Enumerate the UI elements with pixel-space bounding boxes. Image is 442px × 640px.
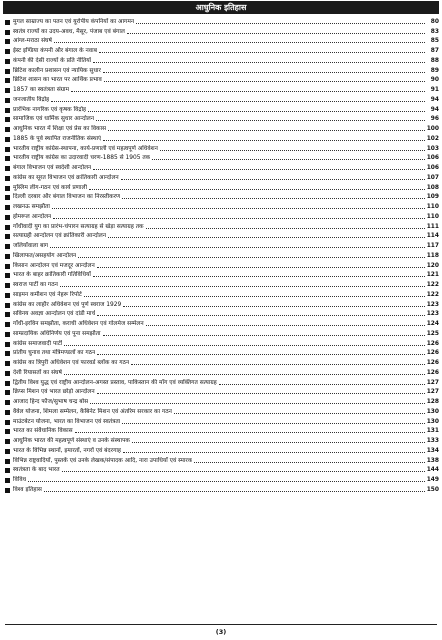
square-bullet-icon bbox=[5, 39, 10, 44]
toc-entry[interactable] bbox=[5, 221, 439, 231]
toc-entry-page: 122 bbox=[426, 291, 439, 298]
toc-entry-page: 123 bbox=[426, 301, 439, 308]
square-bullet-icon bbox=[5, 147, 10, 152]
toc-entry[interactable] bbox=[5, 484, 439, 494]
toc-entry[interactable] bbox=[5, 435, 439, 445]
toc-entry-page: 138 bbox=[426, 457, 439, 464]
toc-entry-title: गाँधी-इरविन समझौता, कराची अधिवेशन एवं गोलमेज सम्मेलन bbox=[13, 321, 144, 327]
toc-entry-page: 120 bbox=[426, 262, 439, 269]
toc-entry-page: 83 bbox=[430, 28, 439, 35]
toc-entry-page: 111 bbox=[426, 223, 439, 230]
toc-entry-page: 126 bbox=[426, 340, 439, 347]
toc-entry-page: 108 bbox=[426, 184, 439, 191]
square-bullet-icon bbox=[5, 88, 10, 93]
toc-entry-page: 96 bbox=[430, 116, 439, 123]
toc-entry[interactable] bbox=[5, 289, 439, 299]
toc-entry-title: भारत के बाहर क्रांतिकारी गतिविधियाँ bbox=[13, 272, 91, 279]
toc-entry-title: 1885 के पूर्व स्थापित राजनीतिक संस्थाएं bbox=[13, 135, 102, 142]
toc-entry-page: 127 bbox=[426, 379, 439, 386]
square-bullet-icon bbox=[5, 156, 10, 161]
toc-entry-title: भारतीय राष्ट्रीय कांग्रेस का उदारवादी चरण-1885 से 1905 तक bbox=[13, 155, 151, 162]
toc-entry[interactable] bbox=[5, 123, 439, 133]
toc-entry-title: सविनय अवज्ञा आन्दोलन एवं दांडी मार्च bbox=[13, 311, 96, 318]
square-bullet-icon bbox=[5, 468, 10, 473]
dot-leader bbox=[103, 335, 425, 336]
dot-leader bbox=[97, 354, 424, 355]
toc-entry-title: क्रिप्स मिशन एवं भारत छोड़ो आन्दोलन bbox=[13, 389, 95, 396]
toc-entry[interactable] bbox=[5, 192, 439, 202]
toc-entry-page: 150 bbox=[426, 486, 439, 493]
dot-leader bbox=[51, 101, 425, 102]
toc-entry[interactable] bbox=[5, 455, 439, 465]
square-bullet-icon bbox=[5, 303, 10, 308]
toc-entry-title: ईस्ट इण्डिया कंपनी और बंगाल के नवाब bbox=[13, 48, 97, 54]
toc-entry-page: 94 bbox=[430, 96, 439, 103]
toc-entry[interactable] bbox=[5, 328, 439, 338]
footer-divider bbox=[5, 624, 437, 625]
square-bullet-icon bbox=[5, 439, 10, 444]
square-bullet-icon bbox=[5, 166, 10, 171]
toc-entry-title: बंगाल विभाजन एवं स्वदेशी आन्दोलन bbox=[13, 165, 92, 171]
square-bullet-icon bbox=[5, 371, 10, 376]
dot-leader bbox=[194, 462, 424, 463]
toc-entry-title: दिल्ली दरबार और बंगाल विभाजन का निरस्तीकरण bbox=[13, 194, 121, 201]
toc-entry[interactable] bbox=[5, 104, 439, 114]
toc-entry-title: साम्प्रदायिक अधिनिर्णय एवं पूना समझौता bbox=[13, 330, 101, 337]
dot-leader bbox=[97, 393, 425, 394]
square-bullet-icon bbox=[5, 420, 10, 425]
square-bullet-icon bbox=[5, 400, 10, 405]
toc-entry[interactable] bbox=[5, 240, 439, 250]
toc-entry[interactable] bbox=[5, 309, 439, 319]
dot-leader bbox=[160, 150, 425, 151]
dot-leader bbox=[121, 179, 425, 180]
toc-entry-title: आधुनिक भारत में शिक्षा एवं प्रेस का विकास bbox=[13, 126, 107, 132]
square-bullet-icon bbox=[5, 361, 10, 366]
toc-entry-title: जनजातीय विद्रोह bbox=[13, 96, 50, 103]
square-bullet-icon bbox=[5, 69, 10, 74]
toc-entry-title: होमरूल आन्दोलन bbox=[13, 213, 52, 220]
toc-entry[interactable] bbox=[5, 143, 439, 153]
dot-leader bbox=[146, 325, 425, 326]
square-bullet-icon bbox=[5, 312, 10, 317]
toc-entry-title: कांग्रेस का सूरत विभाजन एवं क्रांतिकारी आन्दोलन bbox=[13, 174, 119, 181]
toc-entry[interactable] bbox=[5, 465, 439, 475]
toc-entry-title: कांग्रेस का लाहौर अधिवेशन एवं पूर्ण स्वराज 1929 bbox=[13, 301, 122, 308]
toc-entry[interactable] bbox=[5, 84, 439, 94]
toc-entry-title: मुस्लिम लीग-गठन एवं कार्य प्रणाली bbox=[13, 184, 87, 191]
square-bullet-icon bbox=[5, 273, 10, 278]
dot-leader bbox=[50, 247, 424, 248]
toc-entry-page: 106 bbox=[426, 155, 439, 162]
toc-entry-title: द्वितीय विश्व युद्ध एवं राष्ट्रीय आन्दोलन-अगस्त प्रस्ताव, पाकिस्तान की माँग एवं व्यक्तिगत सत्याग्रह bbox=[13, 379, 217, 386]
toc-entry[interactable] bbox=[5, 406, 439, 416]
toc-entry-page: 144 bbox=[426, 467, 439, 474]
toc-entry-page: 122 bbox=[426, 282, 439, 288]
square-bullet-icon bbox=[5, 117, 10, 122]
dot-leader bbox=[78, 257, 424, 258]
square-bullet-icon bbox=[5, 449, 10, 454]
toc-entry-title: आधुनिक भारत की महत्वपूर्ण संस्थाएं व उनके संस्थापक bbox=[13, 438, 130, 444]
square-bullet-icon bbox=[5, 215, 10, 220]
dot-leader bbox=[53, 218, 424, 219]
square-bullet-icon bbox=[5, 20, 10, 25]
square-bullet-icon bbox=[5, 78, 10, 83]
square-bullet-icon bbox=[5, 49, 10, 54]
toc-entry-page: 88 bbox=[430, 57, 439, 64]
toc-entry-title: स्वतंत्र राज्यों का उदय-अवध, मैसूर, पंजाब एवं बंगाल bbox=[13, 28, 125, 35]
square-bullet-icon bbox=[5, 283, 10, 288]
dot-leader bbox=[146, 228, 425, 229]
dot-leader bbox=[152, 159, 425, 160]
toc-entry[interactable] bbox=[5, 65, 439, 75]
dot-leader bbox=[108, 237, 425, 238]
dot-leader bbox=[64, 374, 425, 375]
toc-entry-page: 91 bbox=[430, 87, 439, 93]
square-bullet-icon bbox=[5, 254, 10, 259]
dot-leader bbox=[132, 442, 425, 443]
toc-entry-page: 125 bbox=[426, 330, 439, 337]
square-bullet-icon bbox=[5, 59, 10, 64]
toc-entry-page: 100 bbox=[426, 126, 439, 132]
toc-entry-title: आजाद हिन्द फौज/सुभाष चन्द्र बोस bbox=[13, 399, 89, 405]
toc-entry-page: 110 bbox=[426, 204, 439, 210]
toc-entry[interactable] bbox=[5, 75, 439, 85]
toc-entry[interactable] bbox=[5, 474, 439, 484]
toc-entry-page: 85 bbox=[430, 38, 439, 45]
toc-entry-page: 124 bbox=[426, 321, 439, 327]
dot-leader bbox=[127, 33, 425, 34]
toc-entry[interactable] bbox=[5, 201, 439, 211]
toc-entry-title: जलियाँवाला बाग bbox=[13, 243, 49, 249]
toc-entry[interactable] bbox=[5, 250, 439, 260]
toc-entry-page: 134 bbox=[426, 447, 439, 454]
toc-entry-title: भारत का संवैधानिक विकास bbox=[13, 428, 73, 435]
dot-leader bbox=[131, 364, 424, 365]
dot-leader bbox=[88, 111, 425, 112]
toc-entry-title: देशी रियासतों का संघर्ष bbox=[13, 369, 62, 376]
toc-entry-title: विश्व इतिहास bbox=[13, 486, 42, 493]
dot-leader bbox=[62, 471, 425, 472]
square-bullet-icon bbox=[5, 478, 10, 483]
dot-leader bbox=[97, 267, 425, 268]
dot-leader bbox=[99, 52, 425, 53]
toc-entry-title: सामाजिक एवं धार्मिक सुधार आन्दोलन bbox=[13, 116, 95, 123]
toc-entry-title: भारतीय राष्ट्रीय कांग्रेस-स्थापना, कार्य-प्रणाली एवं महत्वपूर्ण अधिवेशन bbox=[13, 145, 158, 152]
dot-leader bbox=[97, 315, 424, 316]
toc-entry-title: लखनऊ समझौता bbox=[13, 204, 50, 210]
dot-leader bbox=[103, 72, 425, 73]
square-bullet-icon bbox=[5, 225, 10, 230]
toc-entry-page: 106 bbox=[426, 165, 439, 171]
square-bullet-icon bbox=[5, 127, 10, 132]
toc-entry[interactable] bbox=[5, 426, 439, 436]
dot-leader bbox=[174, 413, 425, 414]
toc-entry-page: 114 bbox=[426, 233, 439, 240]
square-bullet-icon bbox=[5, 342, 10, 347]
toc-entry-page: 126 bbox=[426, 360, 439, 366]
square-bullet-icon bbox=[5, 98, 10, 103]
toc-entry[interactable] bbox=[5, 172, 439, 182]
dot-leader bbox=[104, 81, 425, 82]
section-title: आधुनिक इतिहास bbox=[3, 1, 439, 14]
toc-entry-title: कंपनी की देसी राज्यों के प्रति नीतियाँ bbox=[13, 57, 92, 64]
toc-entry[interactable] bbox=[5, 211, 439, 221]
dot-leader bbox=[96, 120, 425, 121]
toc-entry-page: 130 bbox=[426, 408, 439, 415]
toc-entry-page: 128 bbox=[426, 399, 439, 405]
toc-entry[interactable] bbox=[5, 279, 439, 289]
square-bullet-icon bbox=[5, 264, 10, 269]
square-bullet-icon bbox=[5, 293, 10, 298]
square-bullet-icon bbox=[5, 488, 10, 493]
page-number: (3) bbox=[215, 628, 227, 636]
dot-leader bbox=[60, 286, 425, 287]
dot-leader bbox=[28, 481, 424, 482]
square-bullet-icon bbox=[5, 322, 10, 327]
toc-entry[interactable] bbox=[5, 133, 439, 143]
toc-entry[interactable] bbox=[5, 270, 439, 280]
toc-entry[interactable] bbox=[5, 299, 439, 309]
toc-entry-title: सत्याग्रही आन्दोलन एवं क्रांतिकारी आन्दोलन bbox=[13, 233, 107, 240]
toc-entry[interactable] bbox=[5, 338, 439, 348]
toc-entry[interactable] bbox=[5, 36, 439, 46]
toc-entry-title: गाँधीवादी युग का प्रारंभ-चंपारन सत्याग्रह से खेड़ा सत्याग्रह तक bbox=[13, 223, 144, 230]
dot-leader bbox=[52, 208, 425, 209]
toc-entry[interactable] bbox=[5, 445, 439, 455]
toc-entry-page: 103 bbox=[426, 145, 439, 152]
table-of-contents bbox=[5, 16, 439, 494]
toc-entry-title: माउंटबेटन योजना, भारत का विभाजन एवं स्वतंत्रता bbox=[13, 418, 121, 425]
toc-entry-page: 117 bbox=[426, 243, 439, 249]
toc-entry-page: 126 bbox=[426, 350, 439, 357]
dot-leader bbox=[122, 423, 424, 424]
square-bullet-icon bbox=[5, 429, 10, 434]
toc-entry-title: ब्रिटिश शासन का भारत पर आर्थिक प्रभाव bbox=[13, 77, 102, 84]
toc-entry[interactable] bbox=[5, 416, 439, 426]
toc-entry-title: प्रांतीय चुनाव तथा मंत्रिमण्डलों का गठन bbox=[13, 350, 96, 357]
toc-entry-title: मुगल साम्राज्य का पतन एवं यूरोपीय कंपनियों का आगमन bbox=[13, 18, 135, 25]
toc-entry-page: 131 bbox=[426, 428, 439, 435]
toc-entry[interactable] bbox=[5, 94, 439, 104]
toc-entry-page: 94 bbox=[430, 106, 439, 113]
square-bullet-icon bbox=[5, 108, 10, 113]
toc-entry-page: 110 bbox=[426, 213, 439, 220]
toc-entry-page: 127 bbox=[426, 389, 439, 396]
toc-entry-page: 118 bbox=[426, 252, 439, 259]
square-bullet-icon bbox=[5, 410, 10, 415]
square-bullet-icon bbox=[5, 30, 10, 35]
toc-entry-page: 109 bbox=[426, 194, 439, 201]
square-bullet-icon bbox=[5, 205, 10, 210]
toc-entry-title: वैवेल योजना, शिमला सम्मेलन, कैबिनेट मिशन एवं अंतरिम सरकार का गठन bbox=[13, 408, 172, 415]
toc-entry-title: विभिन्न राष्ट्रवादियों, पुस्तकें एवं उनके लेखक/संपादक आदि, नारा उपाधियाँ एवं स्मारक bbox=[13, 457, 193, 464]
toc-entry-page: 89 bbox=[430, 67, 439, 74]
square-bullet-icon bbox=[5, 351, 10, 356]
toc-entry[interactable] bbox=[5, 318, 439, 328]
toc-entry-title: विविध bbox=[13, 477, 27, 483]
dot-leader bbox=[54, 42, 425, 43]
toc-entry-title: स्वतंत्रता के बाद भारत bbox=[13, 467, 60, 474]
dot-leader bbox=[93, 276, 425, 277]
toc-entry[interactable] bbox=[5, 260, 439, 270]
dot-leader bbox=[89, 189, 425, 190]
dot-leader bbox=[219, 384, 425, 385]
toc-entry[interactable] bbox=[5, 45, 439, 55]
square-bullet-icon bbox=[5, 186, 10, 191]
toc-entry-page: 121 bbox=[426, 272, 439, 279]
toc-entry-title: ब्रिटिश कालीन प्रशासन एवं न्यायिक सुधार bbox=[13, 67, 101, 74]
toc-entry-title: स्वराज पार्टी का गठन bbox=[13, 282, 58, 288]
dot-leader bbox=[75, 432, 425, 433]
toc-entry-page: 130 bbox=[426, 418, 439, 425]
toc-entry[interactable] bbox=[5, 153, 439, 163]
toc-entry-title: कांग्रेस का त्रिपुरी अधिवेशन एवं फारवर्ड ब्लॉक का गठन bbox=[13, 360, 130, 366]
toc-entry-page: 87 bbox=[430, 48, 439, 54]
toc-entry-title: खिलाफत/असहयोग आन्दोलन bbox=[13, 252, 77, 259]
square-bullet-icon bbox=[5, 234, 10, 239]
toc-entry[interactable] bbox=[5, 348, 439, 358]
dot-leader bbox=[93, 62, 425, 63]
dot-leader bbox=[64, 345, 424, 346]
toc-entry-title: कांग्रेस समाजवादी पार्टी bbox=[13, 340, 63, 347]
toc-entry[interactable] bbox=[5, 162, 439, 172]
dot-leader bbox=[136, 23, 425, 24]
dot-leader bbox=[108, 130, 425, 131]
toc-entry-title: 1857 का स्वतंत्रता संग्राम bbox=[13, 87, 70, 93]
square-bullet-icon bbox=[5, 195, 10, 200]
dot-leader bbox=[44, 491, 425, 492]
dot-leader bbox=[84, 296, 425, 297]
dot-leader bbox=[71, 91, 425, 92]
toc-entry-page: 149 bbox=[426, 477, 439, 483]
toc-entry-title: प्रारंभिक नागरिक एवं कृषक विद्रोह bbox=[13, 106, 87, 113]
toc-entry[interactable] bbox=[5, 387, 439, 397]
toc-entry[interactable] bbox=[5, 114, 439, 124]
toc-entry-page: 126 bbox=[426, 369, 439, 376]
toc-entry-page: 123 bbox=[426, 311, 439, 318]
square-bullet-icon bbox=[5, 459, 10, 464]
dot-leader bbox=[123, 452, 425, 453]
toc-entry-page: 80 bbox=[430, 18, 439, 25]
toc-entry[interactable] bbox=[5, 55, 439, 65]
toc-entry[interactable] bbox=[5, 357, 439, 367]
toc-entry[interactable] bbox=[5, 16, 439, 26]
square-bullet-icon bbox=[5, 381, 10, 386]
toc-entry-title: भारत के विभिन्न स्थानों, इमारतों, नगरों एवं बंदरगाह bbox=[13, 447, 122, 454]
toc-entry[interactable] bbox=[5, 367, 439, 377]
toc-entry[interactable] bbox=[5, 396, 439, 406]
dot-leader bbox=[103, 140, 424, 141]
toc-entry-title: किसान आन्दोलन एवं मजदूर आन्दोलन bbox=[13, 262, 95, 269]
toc-entry-page: 107 bbox=[426, 174, 439, 181]
toc-entry-page: 90 bbox=[430, 77, 439, 84]
square-bullet-icon bbox=[5, 390, 10, 395]
toc-entry-title: आंग्ल-मराठा संघर्ष bbox=[13, 38, 52, 45]
dot-leader bbox=[123, 306, 424, 307]
dot-leader bbox=[93, 169, 424, 170]
toc-entry-title: साइमन कमीशन एवं नेहरू रिपोर्ट bbox=[13, 291, 82, 298]
toc-entry[interactable] bbox=[5, 231, 439, 241]
square-bullet-icon bbox=[5, 137, 10, 142]
toc-entry[interactable] bbox=[5, 26, 439, 36]
toc-entry[interactable] bbox=[5, 182, 439, 192]
toc-entry[interactable] bbox=[5, 377, 439, 387]
square-bullet-icon bbox=[5, 332, 10, 337]
dot-leader bbox=[122, 198, 424, 199]
toc-entry-page: 133 bbox=[426, 438, 439, 444]
dot-leader bbox=[90, 403, 425, 404]
square-bullet-icon bbox=[5, 176, 10, 181]
square-bullet-icon bbox=[5, 244, 10, 249]
toc-entry-page: 102 bbox=[426, 135, 439, 142]
